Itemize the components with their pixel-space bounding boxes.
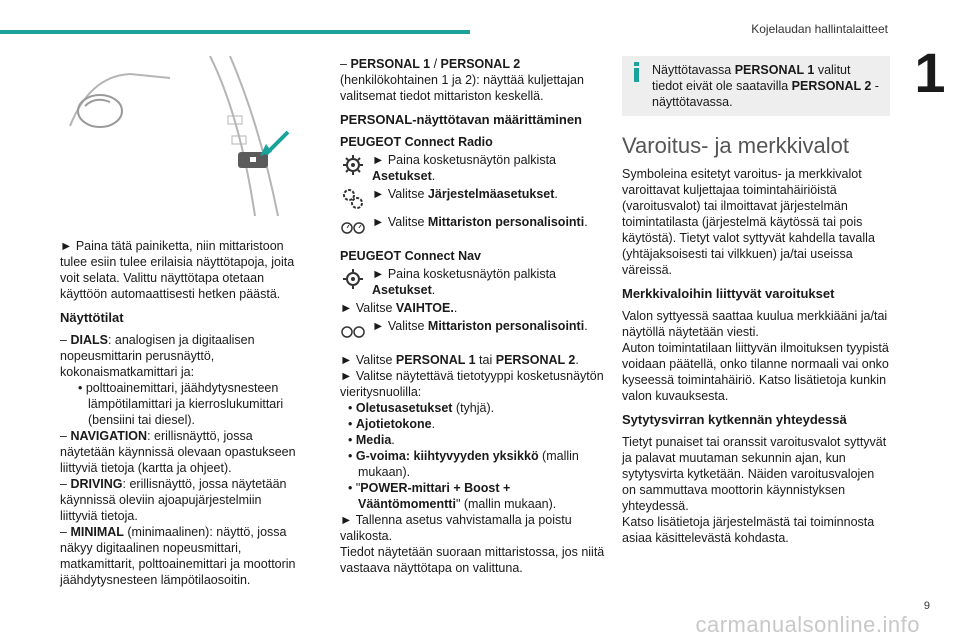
column-1	[60, 56, 300, 588]
info-icon	[630, 62, 644, 82]
mode-driving: – DRIVING: erillisnäyttö, jossa näytetään käynnissä oleviin ajoapujärjestelmiin liittyviä tietoja.	[60, 477, 287, 523]
option-1: • Oletusasetukset (tyhjä).	[348, 401, 495, 415]
option-5: • "POWER-mittari + Boost + Vääntömomentti" (mallin mukaan).	[348, 481, 557, 511]
nav-step-2: ► Valitse VAIHTOE..	[340, 301, 458, 315]
save-step: ► Tallenna asetus vahvistamalla ja poistu valikosta.	[340, 513, 572, 543]
intro-text: ► Paina tätä painiketta, niin mittaristoon tulee esiin tulee erilaisia näyttötapoja, joita voit selata. Valittu näyttötapa otetaan käyttöön automaattisesti hetken päästä.	[60, 239, 295, 301]
select-personal: ► Valitse PERSONAL 1 tai PERSONAL 2.	[340, 353, 579, 367]
warning-text-2: Valon syttyessä saattaa kuulua merkkiääni ja/tai näytöllä näytetään viesti.	[622, 309, 888, 339]
section-title-warning-lights: Varoitus- ja merkkivalot	[622, 133, 849, 158]
radio-step-3: ► Valitse Mittariston personalisointi.	[340, 214, 605, 240]
mode-navigation: – NAVIGATION: erillisnäyttö, jossa näytetään käynnissä olevaan opastukseen liittyviä tietoja (kartta ja ohjeet).	[60, 429, 296, 475]
page-header-title: Kojelaudan hallintalaitteet	[751, 22, 888, 36]
ignition-text-1: Tietyt punaiset tai oranssit varoitusvalot syttyvät ja palavat muutaman sekunnin ajan, kun sytytysvirta kytketään. Näiden varoitusvalojen on sammuttava moottorin käynnistyksen yhteydessä.	[622, 435, 887, 513]
cluster-gauges-icon	[340, 214, 366, 240]
mode-personal: – PERSONAL 1 / PERSONAL 2 (henkilökohtainen 1 ja 2): näyttää kuljettajan valitsemat tiedot mittariston keskellä.	[340, 57, 584, 103]
column-3	[622, 56, 890, 546]
watermark-brand: carmanualsonline.info	[695, 612, 920, 637]
select-info-type: ► Valitse näytettävä tietotyyppi kosketusnäytön vieritysnuolilla:	[340, 369, 604, 399]
ignition-text-2: Katso lisätietoja järjestelmästä tai toiminnosta asiaa käsittelevästä kohdasta.	[622, 515, 875, 545]
nav-step-1: ► Paina kosketusnäytön palkista Asetukset.	[340, 266, 605, 298]
option-2: • Ajotietokone.	[348, 417, 436, 431]
warning-intro: Symboleina esitetyt varoitus- ja merkkivalot varoittavat kuljettajaa toimintahäiriöistä (varoitusvalot) tai ilmoittavat järjestelmän toimintatilasta (järjestelmä käytössä tai pois käytöstä). Tietyt valot syttyvät kahdella tavalla (yhtäjaksoisesti tai vilkkuen) ja/tai useissa väreissä.	[622, 167, 875, 277]
settings-gear-icon	[340, 152, 366, 178]
steering-wheel-button-icon	[60, 56, 300, 226]
settings-gear-icon	[340, 266, 366, 292]
mode-dials: – DIALS: analogisen ja digitaalisen nopeusmittarin perusnäyttö, kokonaismatkamittari ja:	[60, 333, 255, 379]
heading-define-personal: PERSONAL-näyttötavan määrittäminen	[340, 112, 582, 127]
column-2	[340, 56, 605, 576]
save-note: Tiedot näytetään suoraan mittaristossa, jos niitä vastaava näyttötapa on valittuna.	[340, 545, 605, 575]
heading-display-modes: Näyttötilat	[60, 310, 124, 325]
steering-wheel-illustration	[60, 56, 300, 226]
info-box: Näyttötavassa PERSONAL 1 valitut tiedot eivät ole saatavilla PERSONAL 2 -näyttötavassa.	[622, 56, 890, 116]
option-4: • G-voima: kiihtyvyyden yksikkö (mallin mukaan).	[348, 449, 579, 479]
mode-minimal: – MINIMAL (minimaalinen): näyttö, jossa näkyy digitaalinen nopeusmittari, matkamittarit, polttoainemittari ja moottorin jäähdytysnesteen lämpötilaosoitin.	[60, 525, 296, 587]
nav-step-3: ► Valitse Mittariston personalisointi.	[340, 318, 605, 344]
warning-text-3: Auton toimintatilaan liittyvän ilmoituksen tyypistä voidaan päätellä, onko tilanne normaali vai onko kyseessä toimintahäiriö. Katso lisätietoja kunkin valon kuvauksesta.	[622, 341, 889, 403]
option-3: • Media.	[348, 433, 395, 447]
nav-title: PEUGEOT Connect Nav	[340, 249, 481, 263]
page-number: 9	[923, 600, 930, 612]
cluster-gauges-icon	[340, 318, 366, 344]
radio-step-1: ► Paina kosketusnäytön palkista Asetukset.	[340, 152, 605, 184]
radio-step-2: ► Valitse Järjestelmäasetukset.	[340, 186, 605, 212]
chapter-number: 1	[900, 40, 960, 106]
heading-associated-warnings: Merkkivaloihin liittyvät varoitukset	[622, 286, 835, 301]
mode-dials-bullet: • polttoainemittari, jäähdytysnesteen lämpötilamittari ja kierroslukumittari (bensiini tai diesel).	[78, 381, 284, 427]
system-settings-gears-icon	[340, 186, 366, 212]
header-accent-bar	[0, 30, 470, 34]
radio-title: PEUGEOT Connect Radio	[340, 135, 493, 149]
heading-ignition: Sytytysvirran kytkennän yhteydessä	[622, 412, 847, 427]
